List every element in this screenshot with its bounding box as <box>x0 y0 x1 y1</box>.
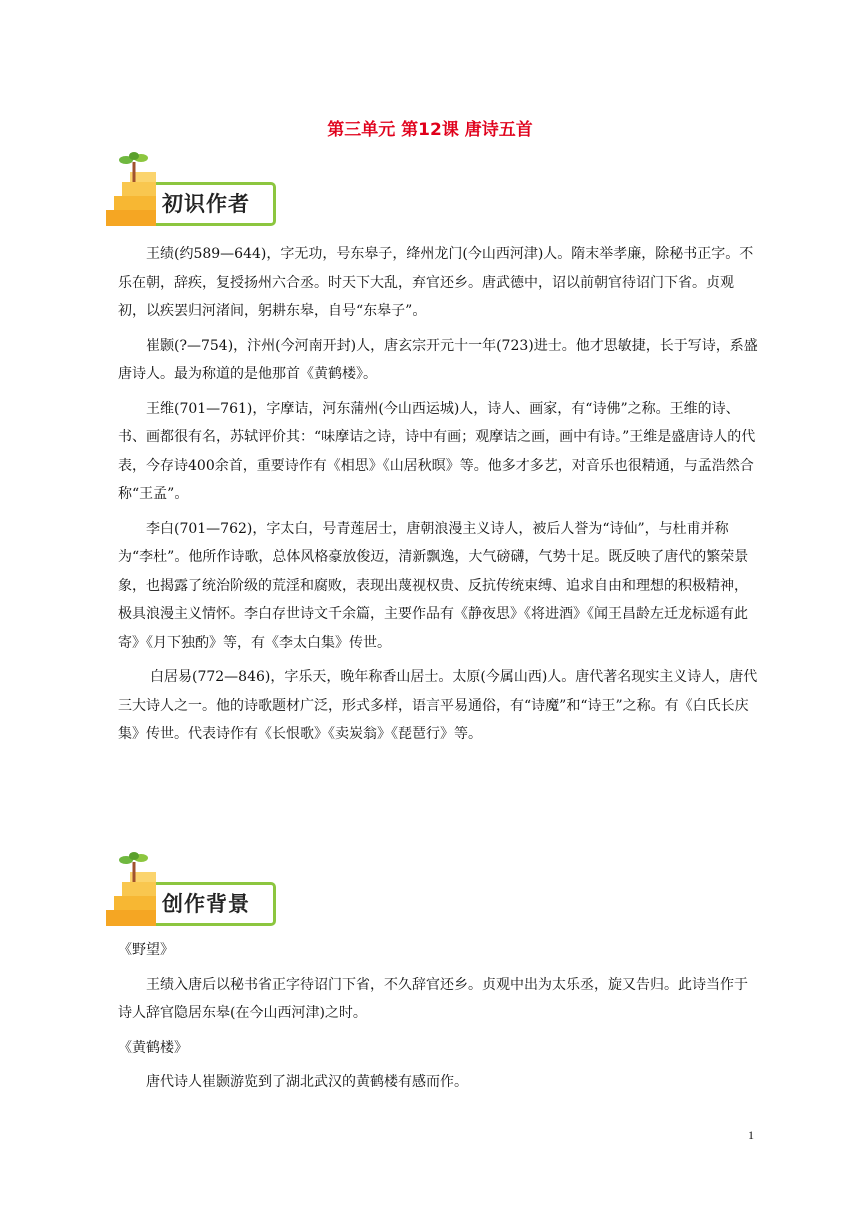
paragraph-baijuyi: 白居易(772—846)，字乐天，晚年称香山居士。太原(今属山西)人。唐代著名现实主义诗人，唐代三大诗人之一。他的诗歌题材广泛，形式多样，语言平易通俗，有“诗魔”和“诗王”之称。有《白氏长庆集》传世。代表诗作有《长恨歌》《卖炭翁》《琵琶行》等。 <box>118 669 758 742</box>
page-title: 第三单元 第12课 唐诗五首 <box>327 120 533 140</box>
section-badge-authors <box>104 152 282 232</box>
paragraph-wangwei: 王维(701—761)，字摩诘，河东蒲州(今山西运城)人，诗人、画家，有“诗佛”之称。王维的诗、书、画都很有名，苏轼评价其：“味摩诘之诗，诗中有画；观摩诘之画，画中有诗。”王维是盛唐诗人的代表，今存诗400余首，重要诗作有《相思》《山居秋暝》等。他多才多艺，对音乐也很精通，与孟浩然合称“王孟”。 <box>118 400 756 502</box>
paragraph-libai: 李白(701—762)，字太白，号青莲居士，唐朝浪漫主义诗人，被后人誉为“诗仙”，与杜甫并称为“李杜”。他所作诗歌，总体风格豪放俊迈，清新飘逸，大气磅礴，气势十足。既反映了唐代的繁荣景象，也揭露了统治阶级的荒淫和腐败，表现出蔑视权贵、反抗传统束缚、追求自由和理想的积极精神，极具浪漫主义情怀。李白存世诗文千余篇，主要作品有《静夜思》《将进酒》《闻王昌龄左迁龙标遥有此寄》《月下独酌》等，有《李太白集》传世。 <box>118 520 749 651</box>
section-badge-background <box>104 852 282 932</box>
badge-label: 创作背景 <box>162 892 250 916</box>
paragraph-wangji: 王绩(约589—644)，字无功，号东皋子，绛州龙门(今山西河津)人。隋末举孝廉，除秘书正字。不乐在朝，辞疾，复授扬州六合丞。时天下大乱，弃官还乡。唐武德中，诏以前朝官待诏门下省。贞观初，以疾罢归河渚间，躬耕东皋，自号“东皋子”。 <box>118 246 754 319</box>
poem-title-yewang: 《野望》 <box>118 942 174 958</box>
page-number: 1 <box>748 1128 754 1142</box>
background-yewang: 王绩入唐后以秘书省正字待诏门下省，不久辞官还乡。贞观中出为太乐丞，旋又告归。此诗当作于诗人辞官隐居东皋(在今山西河津)之时。 <box>118 976 748 1021</box>
stairs-tree-icon <box>104 152 164 232</box>
background-huanghelou: 唐代诗人崔颢游览到了湖北武汉的黄鹤楼有感而作。 <box>146 1074 468 1090</box>
background-section <box>118 936 758 1103</box>
paragraph-cuihao: 崔颢(?—754)，汴州(今河南开封)人，唐玄宗开元十一年(723)进士。他才思敏捷，长于写诗，系盛唐诗人。最为称道的是他那首《黄鹤楼》。 <box>118 337 758 382</box>
badge-label: 初识作者 <box>162 192 250 216</box>
authors-section <box>118 240 758 755</box>
stairs-tree-icon <box>104 852 164 932</box>
poem-title-huanghelou: 《黄鹤楼》 <box>118 1039 188 1056</box>
